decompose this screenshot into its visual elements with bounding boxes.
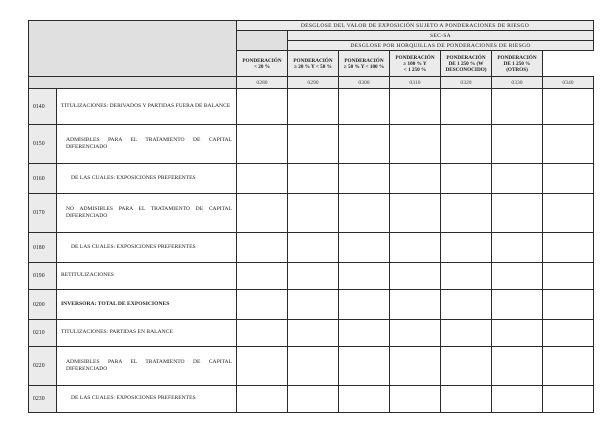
row-code: 0180 — [29, 233, 57, 263]
sec-sa-title: SEC-SA — [288, 31, 594, 41]
value-cell[interactable] — [339, 164, 390, 194]
value-cell[interactable] — [339, 89, 390, 125]
value-cell[interactable] — [543, 386, 594, 413]
row-code: 0220 — [29, 347, 57, 386]
value-cell[interactable] — [390, 233, 441, 263]
column-code: 0320 — [441, 77, 492, 89]
bands-title: DESGLOSE POR HORQUILLAS DE PONDERACIONES DE RIESGO — [288, 41, 594, 51]
value-cell[interactable] — [492, 290, 543, 320]
value-cell[interactable] — [492, 320, 543, 347]
value-cell[interactable] — [441, 233, 492, 263]
value-cell[interactable] — [339, 263, 390, 290]
value-cell[interactable] — [288, 386, 339, 413]
value-cell[interactable] — [339, 194, 390, 233]
row-label: DE LAS CUALES: EXPOSICIONES PREFERENTES — [57, 164, 237, 194]
row-code: 0230 — [29, 386, 57, 413]
table-row — [29, 347, 594, 386]
band-header: PONDERACIÓN < 20 % — [237, 51, 288, 77]
table-row — [29, 263, 594, 290]
table-row — [29, 89, 594, 125]
value-cell[interactable] — [441, 320, 492, 347]
row-code: 0190 — [29, 263, 57, 290]
value-cell[interactable] — [441, 89, 492, 125]
code-row-blank — [29, 77, 237, 89]
band-header: PONDERACIÓN ≥ 20 % Y < 50 % — [288, 51, 339, 77]
band-header: PONDERACIÓN ≥ 100 % Y < 1 250 % — [390, 51, 441, 77]
value-cell[interactable] — [237, 263, 288, 290]
value-cell[interactable] — [492, 263, 543, 290]
value-cell[interactable] — [543, 125, 594, 164]
value-cell[interactable] — [390, 290, 441, 320]
value-cell[interactable] — [543, 320, 594, 347]
row-label: INVERSORA: TOTAL DE EXPOSICIONES — [57, 290, 237, 320]
table-row — [29, 290, 594, 320]
value-cell[interactable] — [237, 89, 288, 125]
value-cell[interactable] — [288, 290, 339, 320]
column-code: 0290 — [288, 77, 339, 89]
report-sheet — [28, 20, 594, 413]
value-cell[interactable] — [288, 347, 339, 386]
value-cell[interactable] — [390, 164, 441, 194]
table-row — [29, 233, 594, 263]
value-cell[interactable] — [288, 125, 339, 164]
value-cell[interactable] — [288, 164, 339, 194]
value-cell[interactable] — [339, 233, 390, 263]
value-cell[interactable] — [441, 290, 492, 320]
value-cell[interactable] — [492, 194, 543, 233]
column-code: 0330 — [492, 77, 543, 89]
value-cell[interactable] — [237, 290, 288, 320]
value-cell[interactable] — [543, 263, 594, 290]
value-cell[interactable] — [237, 386, 288, 413]
table-row — [29, 386, 594, 413]
row-label: ADMISIBLES PARA EL TRATAMIENTO DE CAPITAL DIFERENCIADO — [57, 125, 237, 164]
value-cell[interactable] — [288, 233, 339, 263]
row-code: 0170 — [29, 194, 57, 233]
row-label: RETITULIZACIONES — [57, 263, 237, 290]
row-code: 0160 — [29, 164, 57, 194]
value-cell[interactable] — [390, 125, 441, 164]
band-header: PONDERACIÓN DE 1 250 % (W DESCONOCIDO) — [441, 51, 492, 77]
row-label: ADMISIBLES PARA EL TRATAMIENTO DE CAPITAL DIFERENCIADO — [57, 347, 237, 386]
row-label: DE LAS CUALES: EXPOSICIONES PREFERENTES — [57, 386, 237, 413]
row-code: 0140 — [29, 89, 57, 125]
value-cell[interactable] — [237, 347, 288, 386]
value-cell[interactable] — [441, 194, 492, 233]
band-header: PONDERACIÓN ≥ 50 % Y < 100 % — [339, 51, 390, 77]
value-cell[interactable] — [237, 233, 288, 263]
header-blank-total — [237, 31, 288, 51]
value-cell[interactable] — [492, 125, 543, 164]
value-cell[interactable] — [441, 125, 492, 164]
value-cell[interactable] — [237, 194, 288, 233]
value-cell[interactable] — [543, 290, 594, 320]
value-cell[interactable] — [543, 164, 594, 194]
row-label: NO ADMISIBLES PARA EL TRATAMIENTO DE CAPITAL DIFERENCIADO — [57, 194, 237, 233]
band-header: PONDERACIÓN DE 1 250 % (OTROS) — [492, 51, 543, 77]
value-cell[interactable] — [390, 320, 441, 347]
value-cell[interactable] — [288, 194, 339, 233]
value-cell[interactable] — [339, 386, 390, 413]
value-cell[interactable] — [543, 89, 594, 125]
value-cell[interactable] — [288, 320, 339, 347]
value-cell[interactable] — [288, 263, 339, 290]
value-cell[interactable] — [390, 386, 441, 413]
value-cell[interactable] — [492, 233, 543, 263]
exposure-table — [28, 20, 594, 413]
column-code: 0310 — [390, 77, 441, 89]
row-code: 0150 — [29, 125, 57, 164]
row-code: 0200 — [29, 290, 57, 320]
value-cell[interactable] — [390, 263, 441, 290]
value-cell[interactable] — [390, 194, 441, 233]
value-cell[interactable] — [492, 386, 543, 413]
table-row — [29, 194, 594, 233]
row-label: TITULIZACIONES: DERIVADOS Y PARTIDAS FUERA DE BALANCE — [57, 89, 237, 125]
column-code: 0280 — [237, 77, 288, 89]
table-row — [29, 125, 594, 164]
value-cell[interactable] — [441, 347, 492, 386]
value-cell[interactable] — [441, 386, 492, 413]
value-cell[interactable] — [441, 164, 492, 194]
row-label: TITULIZACIONES: PARTIDAS EN BALANCE — [57, 320, 237, 347]
value-cell[interactable] — [237, 125, 288, 164]
value-cell[interactable] — [288, 89, 339, 125]
value-cell[interactable] — [492, 347, 543, 386]
value-cell[interactable] — [543, 233, 594, 263]
value-cell[interactable] — [492, 89, 543, 125]
row-code: 0210 — [29, 320, 57, 347]
value-cell[interactable] — [390, 347, 441, 386]
column-code: 0300 — [339, 77, 390, 89]
row-label: DE LAS CUALES: EXPOSICIONES PREFERENTES — [57, 233, 237, 263]
value-cell[interactable] — [339, 125, 390, 164]
value-cell[interactable] — [441, 263, 492, 290]
header-blank-corner — [29, 21, 237, 77]
table-row — [29, 320, 594, 347]
value-cell[interactable] — [237, 320, 288, 347]
column-code: 0340 — [543, 77, 594, 89]
group-title: DESGLOSE DEL VALOR DE EXPOSICIÓN SUJETO A PONDERACIONES DE RIESGO — [237, 21, 594, 31]
table-body — [29, 89, 594, 413]
value-cell[interactable] — [390, 89, 441, 125]
table-row — [29, 164, 594, 194]
value-cell[interactable] — [543, 347, 594, 386]
value-cell[interactable] — [492, 164, 543, 194]
value-cell[interactable] — [339, 347, 390, 386]
value-cell[interactable] — [339, 320, 390, 347]
value-cell[interactable] — [339, 290, 390, 320]
value-cell[interactable] — [237, 164, 288, 194]
value-cell[interactable] — [543, 194, 594, 233]
